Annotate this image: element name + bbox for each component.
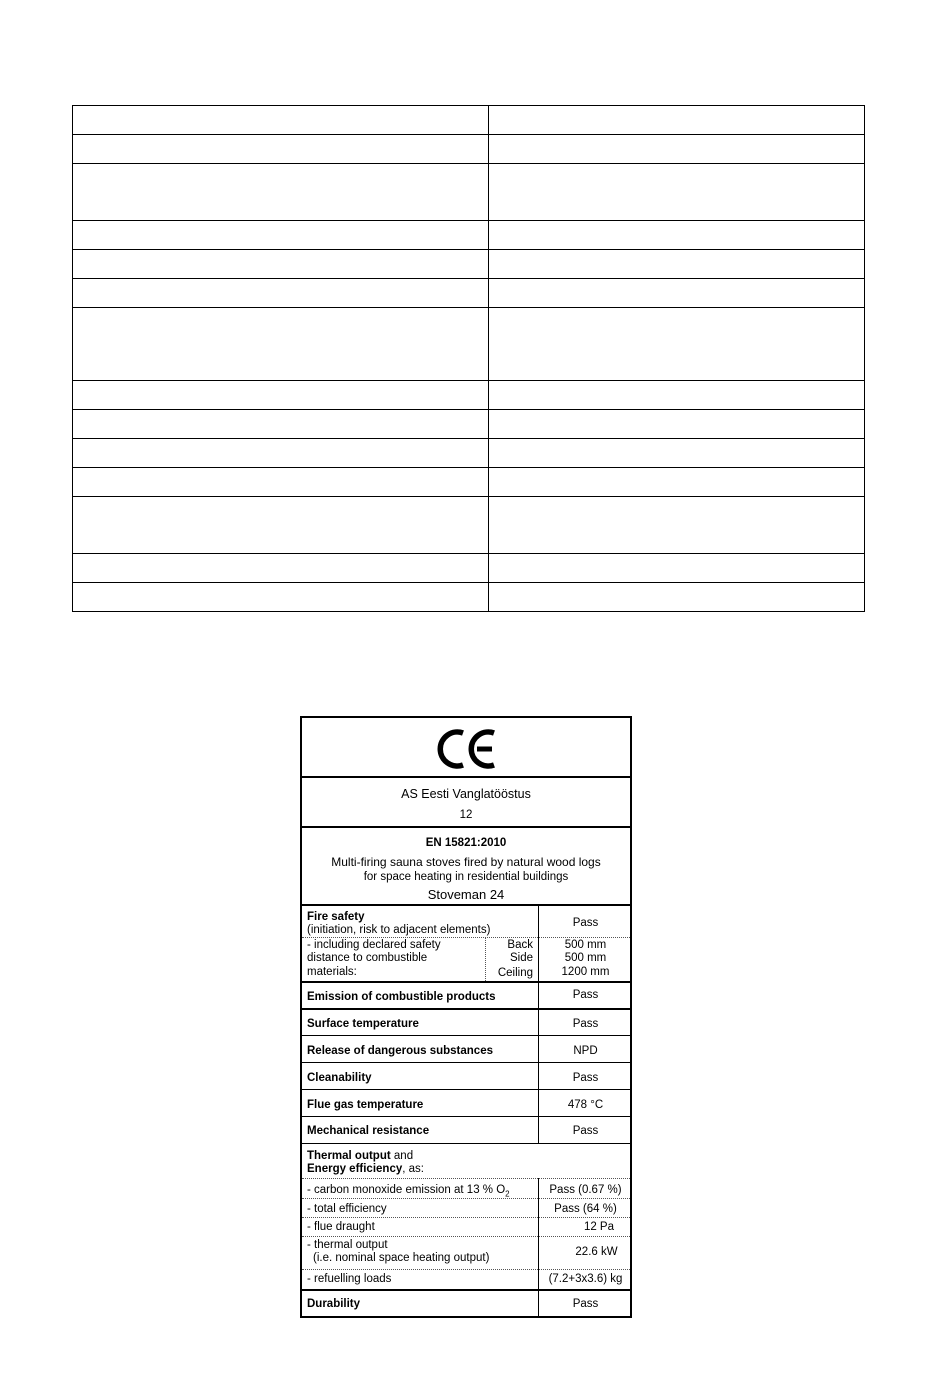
total-efficiency-label: - total efficiency [307, 1203, 387, 1215]
model-name: Stoveman 24 [427, 887, 505, 902]
divider [302, 981, 630, 983]
table-row [73, 135, 865, 164]
fire-safety-sublabel: (initiation, risk to adjacent elements) [307, 924, 491, 936]
safety-distance-label-3: materials: [307, 966, 357, 978]
row-label: Release of dangerous substances [307, 1045, 493, 1057]
table-row [73, 554, 865, 583]
ce-mark-logo [437, 727, 499, 771]
back-label: Back [507, 939, 533, 951]
thermal-title: Thermal output and [307, 1150, 414, 1162]
divider [302, 1178, 630, 1179]
table-row [73, 381, 865, 410]
row-label: Emission of combustible products [307, 991, 496, 1003]
flue-draught-value: 12 Pa [583, 1221, 614, 1233]
row-label: Mechanical resistance [307, 1125, 430, 1137]
durability-label: Durability [307, 1298, 361, 1310]
table-row [73, 279, 865, 308]
divider [302, 1116, 630, 1117]
table-row [73, 308, 865, 381]
thermal-output-label-1: - thermal output [307, 1239, 388, 1251]
row-label: Flue gas temperature [307, 1099, 424, 1111]
side-distance-value: 500 mm [564, 952, 607, 964]
divider [302, 1217, 630, 1218]
divider [302, 1143, 630, 1144]
thermal-output-value: 22.6 kW [575, 1246, 618, 1258]
durability-value: Pass [572, 1298, 599, 1310]
table-row [73, 497, 865, 554]
divider [302, 1089, 630, 1090]
safety-distance-label-1: - including declared safety [307, 939, 441, 951]
table-row [73, 468, 865, 497]
row-value: Pass [572, 989, 599, 1001]
manufacturer-name: AS Eesti Vanglatööstus [401, 787, 531, 801]
standard-box [302, 828, 630, 906]
row-value: 478 °C [567, 1099, 604, 1111]
refuelling-loads-value: (7.2+3x3.6) kg [548, 1273, 623, 1285]
ceiling-distance-value: 1200 mm [561, 966, 610, 978]
table-row [73, 583, 865, 612]
table-row [73, 439, 865, 468]
row-value: Pass [572, 1072, 599, 1084]
table-row [73, 410, 865, 439]
table-row [73, 250, 865, 279]
year-of-marking: 12 [459, 809, 473, 821]
standard-number: EN 15821:2010 [425, 837, 507, 849]
manufacturer-box [302, 778, 630, 828]
product-description-line1: Multi-firing sauna stoves fired by natural wood logs [331, 855, 601, 869]
ceiling-label: Ceiling [497, 967, 533, 979]
side-label: Side [509, 952, 533, 964]
fire-safety-label: Fire safety [307, 911, 365, 923]
energy-efficiency-title: Energy efficiency, as: [307, 1163, 424, 1175]
fire-safety-value: Pass [572, 917, 599, 929]
divider [302, 1035, 630, 1036]
divider [302, 1236, 630, 1237]
back-distance-value: 500 mm [564, 939, 607, 951]
safety-distance-label-2: distance to combustible [307, 952, 428, 964]
refuelling-loads-label: - refuelling loads [307, 1273, 392, 1285]
thermal-output-label-2: (i.e. nominal space heating output) [313, 1252, 490, 1264]
row-label: Cleanability [307, 1072, 372, 1084]
row-value: Pass [572, 1018, 599, 1030]
row-value: Pass [572, 1125, 599, 1137]
flue-draught-label: - flue draught [307, 1221, 375, 1233]
ce-marking-label [300, 716, 632, 1318]
ce-mark-box [302, 718, 630, 778]
spec-table [72, 105, 865, 612]
table-row [73, 221, 865, 250]
divider [302, 1198, 630, 1199]
divider [302, 937, 630, 938]
co-emission-value: Pass (0.67 %) [549, 1184, 622, 1196]
table-row [73, 164, 865, 221]
column-divider [538, 1178, 539, 1318]
row-label: Surface temperature [307, 1018, 419, 1030]
product-description-line2: for space heating in residential buildings [363, 871, 569, 883]
co-emission-label: - carbon monoxide emission at 13 % $O_2$ [307, 1184, 510, 1199]
row-value: NPD [573, 1045, 598, 1057]
divider [302, 1008, 630, 1010]
divider [302, 1062, 630, 1063]
divider [302, 1269, 630, 1270]
table-row [73, 106, 865, 135]
total-efficiency-value: Pass (64 %) [554, 1203, 617, 1215]
divider [302, 1289, 630, 1291]
